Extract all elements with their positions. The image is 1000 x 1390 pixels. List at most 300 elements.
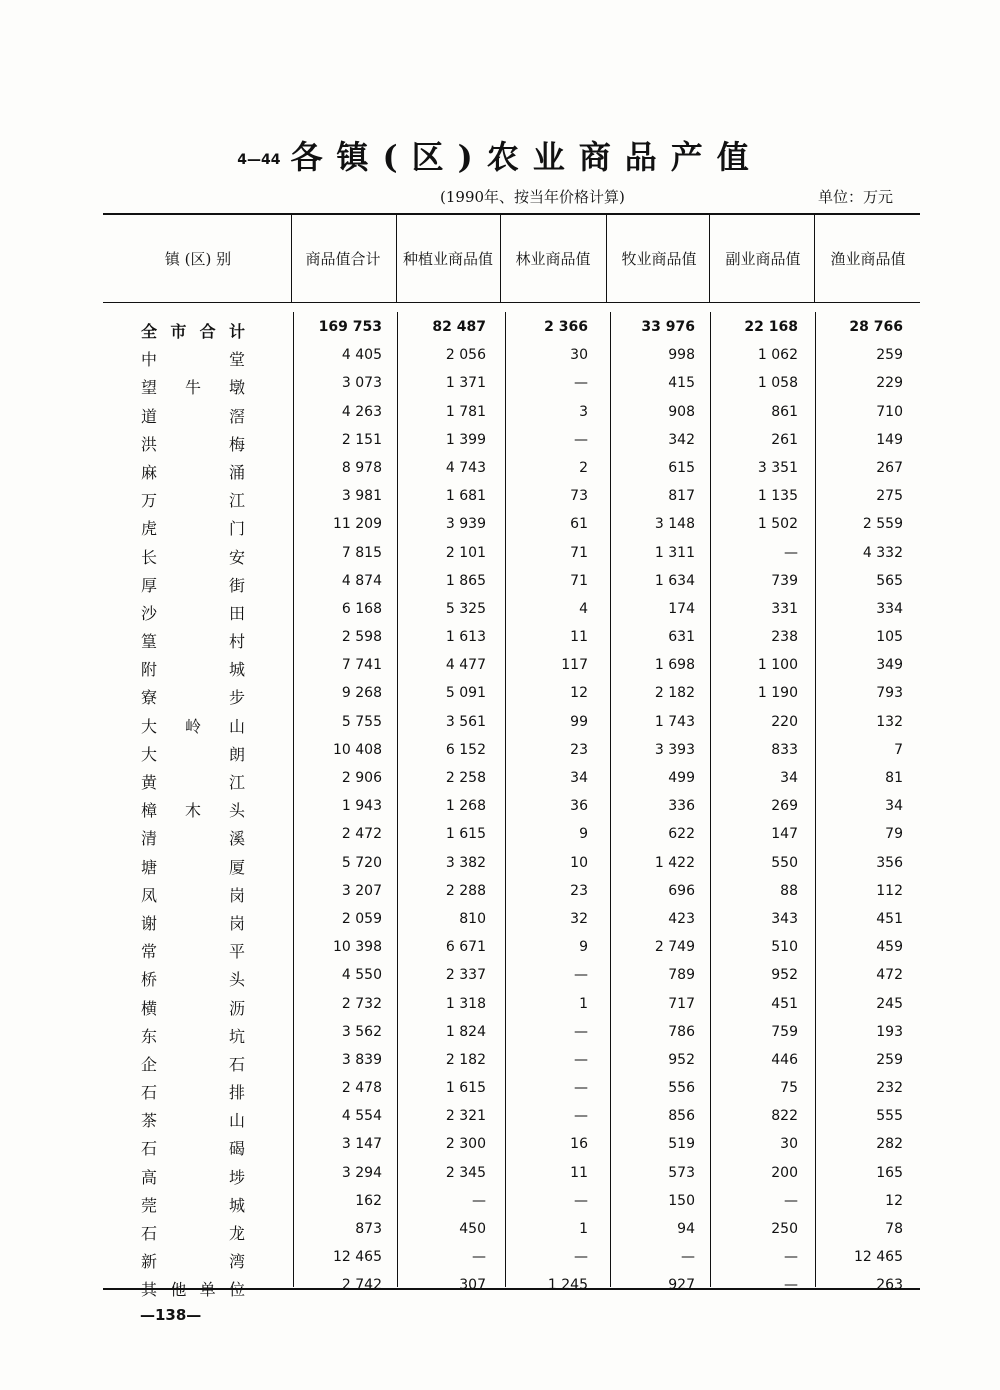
value-cell: 12 465 [333, 1249, 382, 1266]
value-cell: 786 [668, 1023, 695, 1040]
table-row [103, 458, 920, 486]
table-unit: 单位：万元 [818, 188, 894, 206]
table-row [103, 1078, 920, 1106]
value-cell: 250 [771, 1221, 798, 1237]
table-row [103, 373, 920, 401]
value-cell: 2 258 [445, 770, 486, 786]
town-name-char: 东 [141, 1026, 158, 1046]
value-cell: 8 978 [341, 459, 382, 476]
value-cell: 79 [885, 826, 903, 843]
table-row [103, 712, 920, 740]
value-cell: 75 [780, 1080, 798, 1097]
table-row [103, 514, 920, 542]
town-name [141, 939, 245, 962]
value-cell: — [574, 1051, 588, 1068]
value-cell: 789 [668, 967, 695, 984]
value-cell: 2 345 [445, 1164, 486, 1181]
value-cell: 200 [771, 1164, 798, 1181]
total-row [103, 317, 920, 345]
table-row [103, 683, 920, 711]
value-cell: 3 939 [445, 516, 486, 533]
town-name-char: 新 [141, 1252, 158, 1272]
value-cell: 2 182 [654, 685, 695, 702]
value-cell: 11 [570, 629, 588, 646]
value-cell: 73 [570, 488, 588, 505]
value-cell: 1 399 [445, 431, 486, 448]
table-row [103, 853, 920, 881]
value-cell: 1 318 [445, 995, 486, 1012]
top-rule [103, 213, 920, 215]
value-cell: 3 561 [445, 713, 486, 730]
value-cell: 132 [876, 713, 903, 730]
town-name-char: 合 [199, 322, 216, 341]
value-cell: 169 753 [318, 319, 382, 335]
value-cell: 2 478 [341, 1080, 382, 1097]
value-cell: 1 943 [341, 798, 382, 815]
value-cell: 4 874 [341, 572, 382, 589]
town-name [141, 488, 245, 511]
town-name-char: 木 [184, 801, 201, 821]
value-cell: 149 [876, 431, 903, 448]
table-subtitle: (1990年、按当年价格计算) [440, 188, 625, 206]
town-name-char: 寮 [141, 688, 158, 708]
table-row [103, 345, 920, 373]
value-cell: 28 766 [849, 319, 903, 335]
value-cell: 710 [876, 403, 903, 420]
town-name-char: 桥 [141, 970, 158, 990]
value-cell: 519 [668, 1136, 695, 1153]
header-crop: 种植业商品值 [402, 250, 493, 268]
town-name-char: 石 [141, 1139, 158, 1159]
value-cell: 998 [668, 347, 695, 364]
value-cell: 2 732 [341, 995, 382, 1012]
town-name-char: 全 [141, 322, 158, 341]
value-cell: 4 550 [341, 967, 382, 984]
town-name [141, 1136, 245, 1159]
value-cell: — [574, 1192, 588, 1209]
town-name [141, 685, 245, 708]
value-cell: — [574, 967, 588, 984]
value-cell: 261 [771, 431, 798, 448]
value-cell: 3 393 [654, 741, 695, 758]
table-title-text: 各镇(区)农业商品产值 [290, 138, 763, 176]
town-name-char: 门 [228, 519, 245, 539]
value-cell: 856 [668, 1108, 695, 1125]
table-row [103, 430, 920, 458]
value-cell: 1 268 [445, 798, 486, 815]
value-cell: 631 [668, 629, 695, 646]
value-cell: 6 152 [445, 741, 486, 758]
table-row [103, 1191, 920, 1219]
value-cell: 2 151 [341, 431, 382, 448]
header-sideline: 副业商品值 [725, 250, 801, 268]
town-name-char: 牛 [184, 378, 201, 398]
value-cell: 220 [771, 713, 798, 730]
town-name-char: 龙 [228, 1224, 245, 1243]
town-name [141, 516, 245, 539]
town-name [141, 1024, 245, 1047]
header-livestock: 牧业商品值 [621, 250, 697, 268]
town-name-char: 梅 [228, 434, 245, 454]
town-name-char: 埗 [228, 1167, 245, 1187]
value-cell: 1 311 [654, 544, 695, 561]
value-cell: 739 [771, 572, 798, 589]
value-cell: 2 300 [445, 1136, 486, 1153]
value-cell: 232 [876, 1080, 903, 1097]
value-cell: 2 182 [445, 1051, 486, 1068]
value-cell: 3 147 [341, 1136, 382, 1153]
town-name [141, 911, 245, 934]
value-cell: 3 562 [341, 1023, 382, 1040]
table-row [103, 1163, 920, 1191]
value-cell: 12 [570, 685, 588, 702]
value-cell: 4 263 [341, 403, 382, 420]
town-name-char: 道 [141, 406, 158, 426]
town-name [141, 432, 245, 455]
value-cell: 565 [876, 572, 903, 589]
value-cell: 22 168 [744, 319, 798, 335]
value-cell: 9 268 [341, 685, 382, 702]
town-name [141, 375, 245, 398]
value-cell: 1 698 [654, 657, 695, 674]
value-cell: 349 [876, 657, 903, 674]
value-cell: — [472, 1249, 486, 1266]
table-row [103, 655, 920, 683]
value-cell: 499 [668, 770, 695, 786]
value-cell: 1 613 [445, 629, 486, 646]
value-cell: 282 [876, 1136, 903, 1153]
town-name-char: 步 [228, 688, 245, 708]
table-row [103, 740, 920, 768]
table-row [103, 1022, 920, 1050]
town-name [141, 1221, 245, 1244]
value-cell: — [472, 1192, 486, 1209]
value-cell: 2 366 [544, 319, 588, 335]
table-title [0, 132, 1000, 178]
value-cell: — [574, 1080, 588, 1097]
table-row [103, 824, 920, 852]
town-name-char: 大 [141, 716, 158, 736]
town-name [141, 1108, 245, 1131]
value-cell: 336 [668, 798, 695, 815]
table-body [103, 317, 920, 1304]
page-number: —138— [140, 1306, 202, 1324]
value-cell: — [784, 544, 798, 561]
value-cell: 275 [876, 488, 903, 505]
table-row [103, 1050, 920, 1078]
value-cell: — [574, 1023, 588, 1040]
table-row [103, 486, 920, 514]
value-cell: 4 477 [445, 657, 486, 674]
value-cell: 622 [668, 826, 695, 843]
town-name-char: 位 [228, 1280, 245, 1300]
value-cell: 1 135 [757, 488, 798, 505]
value-cell: 1 422 [654, 854, 695, 871]
town-name-char: 田 [228, 603, 245, 623]
town-name [141, 770, 245, 793]
town-name-char: 街 [228, 575, 245, 595]
value-cell: 1 062 [757, 347, 798, 364]
value-cell: 573 [668, 1164, 695, 1181]
value-cell: — [574, 1249, 588, 1266]
value-cell: 1 100 [757, 657, 798, 674]
value-cell: 2 749 [654, 939, 695, 956]
value-cell: 3 148 [654, 516, 695, 533]
table-row [103, 796, 920, 824]
town-name [141, 967, 245, 990]
town-name-char: 溪 [228, 829, 245, 849]
value-cell: 34 [885, 798, 903, 815]
town-name [141, 1165, 245, 1188]
value-cell: 696 [668, 882, 695, 899]
town-name [141, 629, 245, 652]
town-name-char: 城 [228, 1195, 245, 1215]
value-cell: 7 815 [341, 544, 382, 561]
value-cell: — [784, 1249, 798, 1266]
town-name-char: 堂 [228, 350, 245, 370]
town-name [141, 1052, 245, 1075]
town-name-char: 江 [228, 773, 245, 792]
value-cell: 2 337 [445, 967, 486, 984]
table-code: 4—44 [237, 152, 281, 168]
table-row [103, 1247, 920, 1275]
value-cell: 6 671 [445, 939, 486, 956]
value-cell: 615 [668, 459, 695, 476]
value-cell: 2 [579, 459, 588, 476]
value-cell: 555 [876, 1108, 903, 1125]
town-name-char: 麻 [141, 462, 158, 482]
value-cell: 267 [876, 459, 903, 476]
town-name [141, 826, 245, 849]
town-name [141, 855, 245, 878]
value-cell: 238 [771, 629, 798, 646]
town-name-char: 莞 [141, 1195, 158, 1215]
town-name-char: 石 [141, 1224, 158, 1243]
value-cell: 174 [668, 600, 695, 617]
value-cell: 12 465 [854, 1249, 903, 1266]
town-name-char: 望 [141, 378, 158, 398]
value-cell: 150 [668, 1192, 695, 1209]
town-name [141, 798, 245, 821]
town-name-char: 岭 [184, 716, 201, 736]
town-name-char: 篁 [141, 632, 158, 652]
value-cell: 71 [570, 572, 588, 589]
value-cell: 1 615 [445, 1080, 486, 1097]
town-name [141, 883, 245, 906]
value-cell: 259 [876, 347, 903, 364]
town-name-char: 江 [228, 491, 245, 511]
value-cell: 952 [771, 967, 798, 984]
value-cell: 861 [771, 403, 798, 420]
value-cell: 927 [668, 1277, 695, 1294]
value-cell: 81 [885, 770, 903, 786]
town-name-char: 清 [141, 829, 158, 849]
town-name-char: 计 [228, 322, 245, 341]
value-cell: 23 [570, 741, 588, 758]
town-name-char: 墩 [228, 378, 245, 398]
value-cell: 10 [570, 854, 588, 871]
value-cell: 99 [570, 713, 588, 730]
value-cell: 30 [780, 1136, 798, 1153]
value-cell: 510 [771, 939, 798, 956]
town-name [141, 460, 245, 483]
value-cell: 2 288 [445, 882, 486, 899]
table-row [103, 881, 920, 909]
value-cell: 263 [876, 1277, 903, 1294]
header-town: 镇 (区) 别 [164, 250, 232, 268]
value-cell: — [784, 1277, 798, 1294]
town-name-char: 岗 [228, 885, 245, 905]
town-name-char: 市 [170, 322, 187, 341]
value-cell: 1 781 [445, 403, 486, 420]
value-cell: 1 824 [445, 1023, 486, 1040]
value-cell: 11 209 [333, 516, 382, 533]
value-cell: 2 472 [341, 826, 382, 843]
value-cell: 94 [677, 1221, 695, 1237]
value-cell: 34 [780, 770, 798, 786]
town-name [141, 319, 245, 342]
table-row [103, 768, 920, 796]
town-name-char: 塘 [141, 857, 158, 877]
value-cell: 3 294 [341, 1164, 382, 1181]
value-cell: 32 [570, 910, 588, 927]
town-name-char: 洪 [141, 434, 158, 454]
town-name [141, 347, 245, 370]
town-name-char: 附 [141, 660, 158, 680]
value-cell: 2 559 [862, 516, 903, 533]
value-cell: — [784, 1192, 798, 1209]
value-cell: 1 865 [445, 572, 486, 589]
town-name-char: 大 [141, 744, 158, 764]
town-name-char: 城 [228, 660, 245, 680]
town-name [141, 1080, 245, 1103]
value-cell: 343 [771, 910, 798, 927]
value-cell: — [574, 431, 588, 448]
town-name-char: 万 [141, 491, 158, 511]
town-name [141, 545, 245, 568]
value-cell: 5 755 [341, 713, 382, 730]
town-name-char: 滘 [228, 406, 245, 426]
town-name-char: 岗 [228, 913, 245, 933]
value-cell: 556 [668, 1080, 695, 1097]
value-cell: 4 405 [341, 347, 382, 364]
town-name-char: 沙 [141, 603, 158, 623]
value-cell: 147 [771, 826, 798, 843]
town-name-char: 涌 [228, 462, 245, 482]
town-name-char: 沥 [228, 998, 245, 1018]
value-cell: 5 091 [445, 685, 486, 702]
value-cell: 817 [668, 488, 695, 505]
table-row [103, 1106, 920, 1134]
value-cell: 3 981 [341, 488, 382, 505]
value-cell: 472 [876, 967, 903, 984]
header-rule [103, 302, 920, 303]
table-row [103, 909, 920, 937]
value-cell: 1 502 [757, 516, 798, 533]
value-cell: 1 371 [445, 375, 486, 392]
town-name-char: 石 [228, 1054, 245, 1074]
town-name-char: 中 [141, 350, 158, 370]
town-name [141, 573, 245, 596]
value-cell: 1 245 [547, 1277, 588, 1294]
value-cell: 112 [876, 882, 903, 899]
town-name-char: 排 [228, 1083, 245, 1103]
value-cell: 2 101 [445, 544, 486, 561]
town-name [141, 714, 245, 737]
value-cell: 952 [668, 1051, 695, 1068]
value-cell: 88 [780, 882, 798, 899]
town-name-char: 朗 [228, 744, 245, 764]
value-cell: 3 073 [341, 375, 382, 392]
value-cell: — [574, 1108, 588, 1125]
value-cell: 2 742 [341, 1277, 382, 1294]
value-cell: 1 634 [654, 572, 695, 589]
town-name [141, 657, 245, 680]
town-name-char: 厚 [141, 575, 158, 595]
header-forestry: 林业商品值 [515, 250, 591, 268]
value-cell: 229 [876, 375, 903, 392]
value-cell: 11 [570, 1164, 588, 1181]
value-cell: 9 [579, 826, 588, 843]
value-cell: 793 [876, 685, 903, 702]
town-name-char: 山 [228, 1111, 245, 1131]
table-row [103, 965, 920, 993]
value-cell: 3 839 [341, 1051, 382, 1068]
value-cell: 810 [459, 910, 486, 927]
value-cell: 78 [885, 1221, 903, 1237]
town-name-char: 茶 [141, 1111, 158, 1131]
value-cell: 334 [876, 600, 903, 617]
town-name-char: 坑 [228, 1026, 245, 1046]
value-cell: 759 [771, 1023, 798, 1040]
value-cell: 1 743 [654, 713, 695, 730]
town-name [141, 1193, 245, 1216]
value-cell: 451 [771, 995, 798, 1012]
value-cell: 1 [579, 995, 588, 1012]
table-row [103, 599, 920, 627]
town-name-char: 他 [170, 1280, 187, 1300]
value-cell: 10 408 [333, 741, 382, 758]
value-cell: 2 906 [341, 770, 382, 786]
town-name-char: 石 [141, 1083, 158, 1103]
value-cell: 4 [579, 600, 588, 617]
value-cell: 4 743 [445, 459, 486, 476]
value-cell: 5 325 [445, 600, 486, 617]
town-name [141, 404, 245, 427]
value-cell: 4 554 [341, 1108, 382, 1125]
value-cell: 12 [885, 1192, 903, 1209]
value-cell: 1 615 [445, 826, 486, 843]
value-cell: 908 [668, 403, 695, 420]
value-cell: — [574, 375, 588, 392]
town-name-char: 其 [141, 1280, 158, 1300]
town-name-char: 头 [228, 970, 245, 990]
value-cell: 3 [579, 403, 588, 420]
value-cell: 7 [894, 741, 903, 758]
value-cell: 245 [876, 995, 903, 1012]
value-cell: 2 056 [445, 347, 486, 364]
table-row [103, 627, 920, 655]
town-name-char: 常 [141, 942, 158, 962]
value-cell: 36 [570, 798, 588, 815]
town-name-char: 企 [141, 1054, 158, 1074]
town-name-char: 平 [228, 942, 245, 962]
town-name [141, 1277, 245, 1300]
value-cell: 822 [771, 1108, 798, 1125]
town-name-char: 单 [199, 1280, 216, 1300]
value-cell: 34 [570, 770, 588, 786]
town-name-char: 凤 [141, 885, 158, 905]
